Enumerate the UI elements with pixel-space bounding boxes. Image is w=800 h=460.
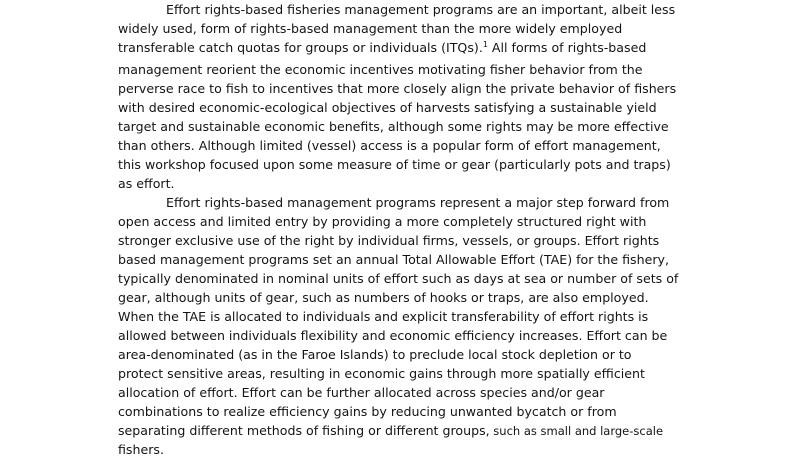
text-line: than others. Although limited (vessel) access is a popular form of effort management, bbox=[118, 138, 661, 153]
text-line: stronger exclusive use of the right by individual firms, vessels, or groups. Effort rights bbox=[118, 233, 660, 248]
text-line: widely used, form of rights-based management than the more widely employed bbox=[118, 21, 623, 36]
text-line: typically denominated in nominal units of effort such as days at sea or number of sets of bbox=[118, 271, 679, 286]
text-line: as effort. bbox=[118, 176, 175, 191]
text-line: target and sustainable economic benefits, although some rights may be more effective bbox=[118, 119, 669, 134]
text-line: this workshop focused upon some measure of time or gear (particularly pots and traps) bbox=[118, 157, 671, 172]
text-line: protect sensitive areas, resulting in economic gains through more spatially efficient bbox=[118, 366, 645, 381]
text-line: fishers. bbox=[118, 442, 164, 457]
text-line: combinations to realize efficiency gains by reducing unwanted bycatch or from bbox=[118, 404, 617, 419]
text-line: When the TAE is allocated to individuals and explicit transferability of effort rights is bbox=[118, 309, 649, 324]
text-segment: separating different methods of fishing or different groups, bbox=[118, 423, 490, 438]
text-line: area-denominated (as in the Faroe Islands) to preclude local stock depletion or to bbox=[118, 347, 632, 362]
text-line: management reorient the economic incentives motivating fisher behavior from the bbox=[118, 62, 643, 77]
text-line: Effort rights-based management programs represent a major step forward from bbox=[166, 195, 670, 210]
text-segment: transferable catch quotas for groups or individuals (ITQs). bbox=[118, 40, 483, 55]
text-line bbox=[118, 421, 663, 441]
text-line: with desired economic-ecological objectives of harvests satisfying a sustainable yield bbox=[118, 100, 657, 115]
text-segment: All forms of rights-based bbox=[487, 40, 647, 55]
text-line: allocation of effort. Effort can be further allocated across species and/or gear bbox=[118, 385, 605, 400]
text-line: open access and limited entry by providing a more completely structured right with bbox=[118, 214, 647, 229]
footnote-marker[interactable]: 1 bbox=[482, 40, 488, 49]
text-line: perverse race to fish to incentives that more closely align the private behavior of fishers bbox=[118, 81, 677, 96]
text-line: based management programs set an annual Total Allowable Effort (TAE) for the fishery, bbox=[118, 252, 669, 267]
text-line bbox=[118, 38, 646, 58]
text-segment: such as small and large-scale bbox=[489, 424, 664, 438]
text-line: allowed between individuals flexibility and economic efficiency increases. Effort can be bbox=[118, 328, 668, 343]
text-line: Effort rights-based fisheries management programs are an important, albeit less bbox=[166, 2, 676, 17]
text-line: gear, although units of gear, such as numbers of hooks or traps, are also employed. bbox=[118, 290, 649, 305]
